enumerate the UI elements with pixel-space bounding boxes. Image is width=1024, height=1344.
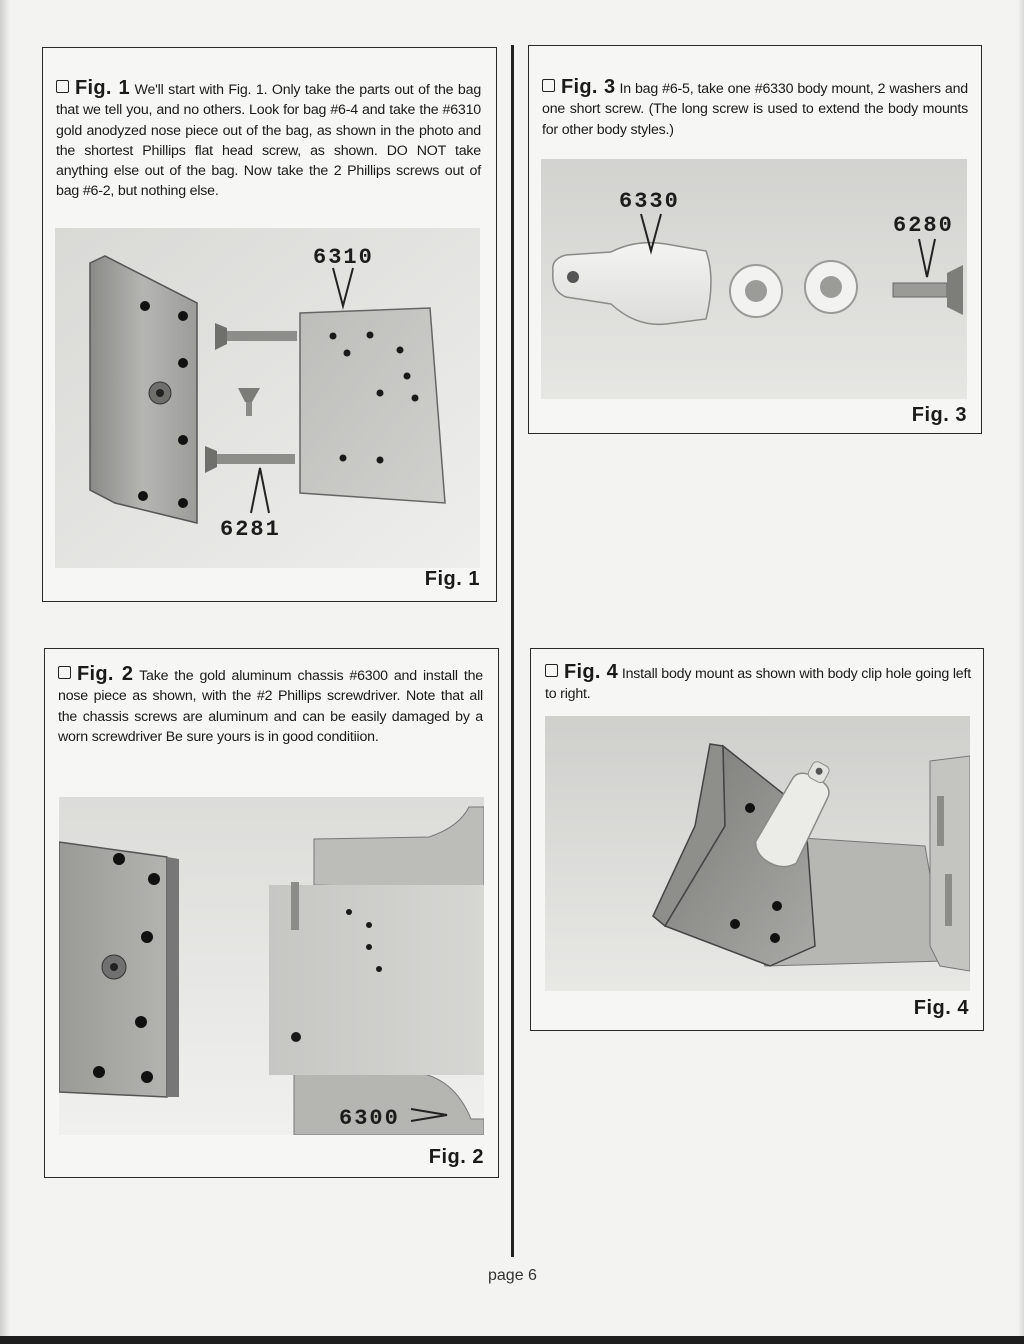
fig1-lead: Fig. 1 [75,77,130,99]
fig3-text: In bag #6-5, take one #6330 body mount, 2 washers and one short screw. (The long screw is used to extend the body mounts for other body styles.) [542,81,968,138]
fig1-text: We'll start with Fig. 1. Only take the parts out of the bag that we tell you, and no others. Look for bag #6-4 and take the #6310 gold anodyzed nose piece out of the bag, as shown in the photo and the shortest Phillips flat head screw, as shown. DO NOT take anything else out of the bag. Now take the 2 Phillips screws out of bag #6-2, but nothing else. [56,82,482,200]
fig1-caption [56,78,481,202]
washer-1 [730,265,782,317]
nose-piece-shape [90,256,197,523]
fig2-caption [58,664,483,747]
checkbox-icon[interactable] [545,664,558,677]
fig1-photo [55,228,480,568]
fig2-lead: Fig. 2 [77,663,134,685]
fig3-photo [541,159,967,399]
fig4-caption [545,662,971,705]
chassis-side [930,756,970,971]
fig3-label: Fig. 3 [911,404,967,426]
fig1-panel [42,47,497,602]
fig3-panel [528,45,982,434]
fig4-label: Fig. 4 [913,997,969,1019]
washer-2 [805,261,857,313]
fig1-callout-6281: 6281 [220,517,281,542]
fig3-caption [542,77,968,140]
column-divider [511,45,514,1257]
fig3-lead: Fig. 3 [561,76,616,98]
fig2-callout-6300: 6300 [339,1106,400,1131]
standoff-post [291,882,299,930]
fig2-photo [59,797,484,1135]
checkbox-icon[interactable] [58,666,71,679]
fig2-panel [44,648,499,1178]
page-number: page 6 [488,1267,537,1284]
chassis-plate [269,885,484,1075]
fig1-label: Fig. 1 [424,568,480,590]
checkbox-icon[interactable] [542,79,555,92]
checkbox-icon[interactable] [56,80,69,93]
fig4-photo [545,716,970,991]
page-edge-shadow-right [1018,0,1024,1344]
fig2-text: Take the gold aluminum chassis #6300 and install the nose piece as shown, with the #2 Phillips screwdriver. Note that all the chassis screws are aluminum and can be easily damaged by a worn screwdriver Be sure yours is in good conditiion. [58,668,483,745]
page-edge-shadow-left [0,0,10,1344]
fig3-callout-6330: 6330 [619,189,680,214]
page-edge-shadow-bottom [0,1336,1024,1344]
fig4-lead: Fig. 4 [564,661,619,683]
fig2-label: Fig. 2 [428,1146,484,1168]
fig4-text: Install body mount as shown with body clip hole going left to right. [545,666,971,703]
fig1-callout-6310: 6310 [313,245,374,270]
fig3-callout-6280: 6280 [893,213,954,238]
fig4-panel [530,648,984,1031]
